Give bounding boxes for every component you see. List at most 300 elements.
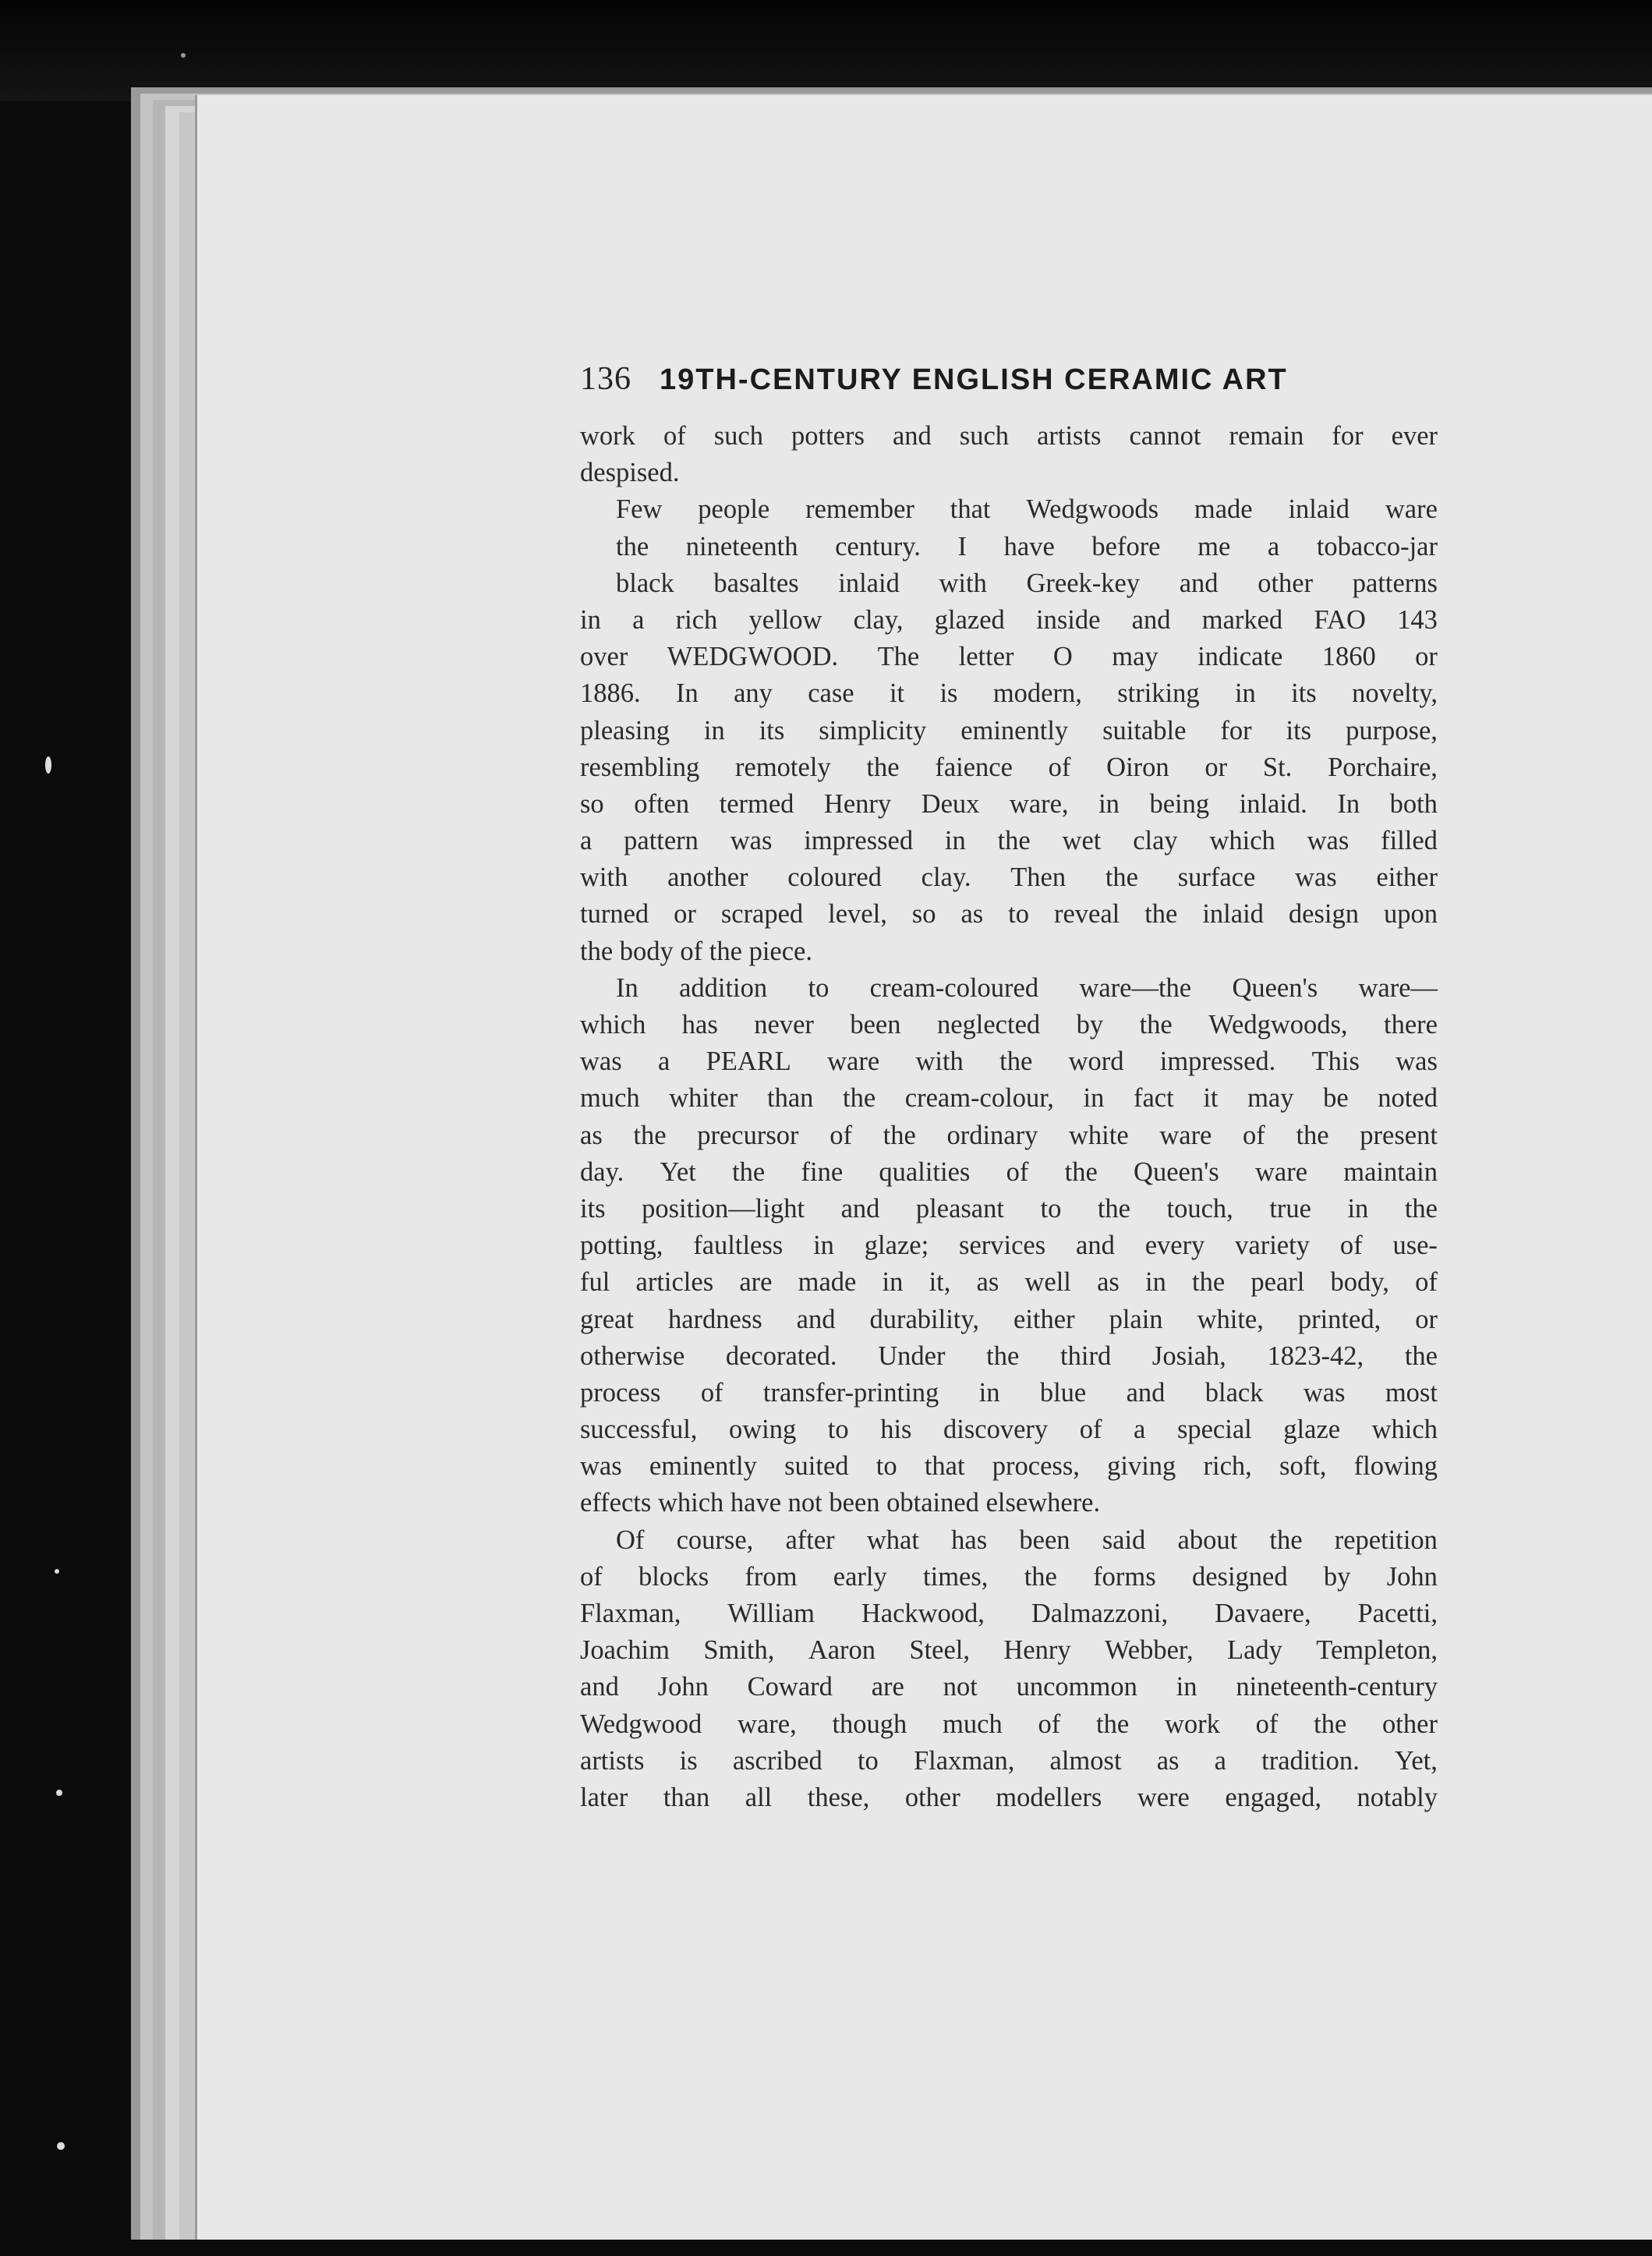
text-line [580, 491, 1438, 528]
word: the [843, 1083, 876, 1114]
word: either [1376, 862, 1438, 893]
word: the [986, 1340, 1020, 1371]
word: Wedgwood [580, 1709, 702, 1739]
word: and [1076, 1231, 1115, 1261]
word: termed [719, 788, 794, 819]
word: Wedgwoods [1026, 494, 1159, 525]
word: pleasing [580, 715, 670, 746]
word: that [950, 494, 991, 525]
word: rich, [1203, 1451, 1252, 1482]
word: Queen's [1134, 1156, 1219, 1187]
word: Templeton, [1316, 1635, 1438, 1666]
word: its [1291, 678, 1317, 709]
word: John [657, 1672, 709, 1702]
word: white [1069, 1120, 1129, 1150]
text-line [580, 1559, 1438, 1595]
word: as [580, 1120, 603, 1150]
word: basaltes [713, 568, 799, 598]
word: resembling [580, 752, 700, 782]
word: are [871, 1672, 904, 1702]
word: Davaere, [1215, 1599, 1311, 1628]
word: often [634, 788, 690, 819]
word: maintain [1343, 1156, 1438, 1187]
word: patterns [1352, 568, 1438, 598]
word: was [1295, 862, 1337, 893]
word: Hackwood, [861, 1599, 985, 1628]
word: ware, [738, 1709, 797, 1739]
text-line [580, 529, 1438, 565]
word: has [951, 1525, 988, 1555]
word: John [1386, 1561, 1438, 1592]
word: elsewhere. [985, 1488, 1101, 1518]
word: another [667, 862, 748, 893]
word: impressed. [1159, 1047, 1276, 1077]
word: for [1332, 421, 1364, 451]
word: the [616, 531, 649, 561]
text-line [580, 1743, 1438, 1780]
word: The [877, 642, 920, 672]
word: This [1311, 1047, 1360, 1077]
word: marked [1201, 604, 1283, 635]
word: Aaron [808, 1635, 876, 1666]
word: level, [828, 899, 887, 930]
text-line [580, 1117, 1438, 1154]
word: Henry [1003, 1635, 1071, 1666]
text-line [580, 1043, 1438, 1080]
word: owing [728, 1415, 797, 1445]
word: it [889, 678, 905, 709]
word: modellers [996, 1782, 1102, 1812]
word: true [1269, 1193, 1311, 1224]
word: the [1269, 1525, 1303, 1555]
word: Wedgwoods, [1208, 1010, 1348, 1039]
word: Flaxman, [580, 1599, 681, 1628]
word: artists [1037, 421, 1102, 451]
word: plain [1109, 1304, 1163, 1334]
word: the [1024, 1561, 1057, 1592]
word: body [619, 936, 681, 966]
word: impressed [804, 826, 914, 856]
word: were [1137, 1782, 1190, 1812]
word: surface [1177, 862, 1256, 893]
word: was [580, 1451, 622, 1482]
word: Then [1010, 862, 1067, 893]
word: artists [580, 1745, 645, 1776]
word: its [759, 715, 785, 746]
word: clay, [853, 604, 904, 635]
word: ordinary [946, 1120, 1038, 1150]
word: effects [580, 1488, 658, 1518]
word: much [943, 1709, 1003, 1739]
word: after [785, 1525, 835, 1555]
word: so [580, 788, 604, 819]
word: scraped [720, 899, 804, 930]
word: or [674, 899, 696, 930]
text-line [580, 896, 1438, 933]
word: suitable [1102, 715, 1187, 746]
word: of [1243, 1120, 1265, 1150]
word: be [1323, 1083, 1349, 1114]
word: durability, [869, 1304, 980, 1334]
word: ascribed [732, 1745, 822, 1776]
word: noted [1378, 1083, 1438, 1114]
word: was [1396, 1047, 1438, 1077]
word: most [1385, 1377, 1438, 1408]
word: obtained [886, 1488, 986, 1518]
word: Dalmazzoni, [1031, 1599, 1169, 1628]
text-line [580, 933, 1438, 970]
word: to [808, 972, 830, 1003]
word: being [1149, 788, 1210, 819]
word: In [616, 972, 639, 1003]
word: of [1255, 1709, 1279, 1739]
word: or [1415, 1304, 1438, 1334]
word: in [978, 1377, 1000, 1408]
word: letter [958, 642, 1014, 672]
text-line [580, 639, 1438, 675]
word: a [632, 604, 645, 635]
text-line [580, 1485, 1438, 1521]
word: decorated. [725, 1340, 837, 1371]
word: despised. [580, 458, 680, 488]
word: case [808, 678, 854, 709]
word: course, [676, 1525, 754, 1555]
word: century. [835, 531, 921, 561]
word: repetition [1334, 1525, 1438, 1555]
word: ever [1391, 421, 1438, 451]
word: giving [1107, 1451, 1176, 1482]
word: ware [1385, 494, 1438, 525]
word: notably [1357, 1782, 1438, 1812]
word: said [1102, 1525, 1146, 1555]
word: the [709, 936, 749, 966]
word: wet [1062, 826, 1102, 856]
word: coloured [787, 862, 882, 893]
word: to [827, 1415, 849, 1445]
word: not [943, 1672, 978, 1702]
word: in [1234, 678, 1256, 709]
word: forms [1093, 1561, 1156, 1592]
page-header [580, 360, 1438, 407]
word: printed, [1297, 1304, 1381, 1334]
word: was [1307, 826, 1350, 856]
word: fine [801, 1156, 844, 1187]
word: as [1156, 1745, 1180, 1776]
text-line [580, 859, 1438, 896]
word: which [657, 1488, 730, 1518]
text-line [580, 1227, 1438, 1264]
word: upon [1383, 899, 1438, 930]
word: of [700, 1377, 723, 1408]
word: what [866, 1525, 919, 1555]
word: in [1347, 1193, 1369, 1224]
text-line [580, 455, 1438, 491]
word: made [1194, 494, 1253, 525]
word: services [959, 1231, 1046, 1261]
word: Joachim [580, 1635, 670, 1666]
word: Queen's [1232, 972, 1318, 1003]
word: other [1382, 1709, 1438, 1739]
word: present [1360, 1120, 1438, 1150]
text-line [580, 1595, 1438, 1632]
word: much [580, 1083, 640, 1114]
text-line [580, 1448, 1438, 1485]
word: Porchaire, [1328, 752, 1438, 782]
word: people [698, 494, 770, 525]
word: the [1404, 1193, 1438, 1224]
word: discovery [943, 1415, 1049, 1445]
word: otherwise [580, 1340, 685, 1371]
word: which [580, 1010, 646, 1039]
word: to [857, 1745, 879, 1776]
word: as [1097, 1267, 1120, 1298]
word: rich [675, 604, 718, 635]
text-line [580, 749, 1438, 786]
word: later [580, 1782, 628, 1812]
word: the [999, 1047, 1033, 1077]
word: pearl [1250, 1267, 1305, 1298]
word: of [1006, 1156, 1029, 1187]
word: ware [1159, 1120, 1212, 1150]
word: though [832, 1709, 907, 1739]
word: variety [1235, 1231, 1310, 1261]
word: was [1303, 1377, 1346, 1408]
text-line [580, 1338, 1438, 1375]
word: piece. [748, 936, 812, 966]
word: blocks [639, 1561, 709, 1592]
word: the [1296, 1120, 1329, 1150]
word: Greek-key [1026, 568, 1141, 598]
word: filled [1381, 826, 1438, 856]
word: in [1176, 1672, 1197, 1702]
word: uncommon [1016, 1672, 1137, 1702]
word: potters [791, 421, 865, 451]
word: successful, [580, 1415, 698, 1445]
word: as [960, 899, 984, 930]
word: in [882, 1267, 904, 1298]
word: tradition. [1261, 1745, 1360, 1776]
word: inlaid. [1239, 788, 1307, 819]
word: Steel, [909, 1635, 971, 1666]
word: of [830, 1120, 852, 1150]
word: is [939, 678, 958, 709]
word: qualities [879, 1156, 971, 1187]
word: in [703, 715, 725, 746]
word: O [1052, 642, 1073, 672]
word: In [675, 678, 699, 709]
word: have [1003, 531, 1055, 561]
word: it, [929, 1267, 951, 1298]
running-head: 19TH-CENTURY ENGLISH CERAMIC ART [660, 363, 1288, 396]
word: Oiron [1106, 752, 1169, 782]
word: has [681, 1010, 718, 1039]
text-line [580, 1302, 1438, 1338]
word: in [1098, 788, 1120, 819]
word: a [1214, 1745, 1226, 1776]
word: such [959, 421, 1010, 451]
word: either [1013, 1304, 1075, 1334]
word: in [580, 604, 601, 635]
word: precursor [697, 1120, 799, 1150]
word: a [1267, 531, 1280, 561]
word: Yet, [1394, 1745, 1438, 1776]
word: any [734, 678, 773, 709]
word: and [892, 421, 932, 451]
word: glaze; [864, 1231, 929, 1261]
word: suited [784, 1451, 849, 1482]
text-line [580, 823, 1438, 859]
word: whiter [669, 1083, 738, 1114]
word: ware, [1009, 788, 1069, 819]
word: the [1096, 1709, 1130, 1739]
text-line [580, 786, 1438, 823]
text-line [580, 1411, 1438, 1448]
word: fact [1134, 1083, 1174, 1114]
word: been [829, 1488, 887, 1518]
word: nineteenth-century [1236, 1672, 1438, 1702]
word: process [580, 1377, 661, 1408]
word: may [1112, 642, 1159, 672]
word: early [833, 1561, 887, 1592]
text-line [580, 675, 1438, 712]
word: there [1384, 1010, 1438, 1039]
word: the [1139, 1010, 1173, 1039]
word: engaged, [1225, 1782, 1321, 1812]
word: in [1145, 1267, 1166, 1298]
word: the [866, 752, 900, 782]
word: other [1258, 568, 1314, 598]
page-number: 136 [580, 361, 631, 397]
text-line [580, 1669, 1438, 1705]
word: and [580, 1672, 619, 1702]
word: tobacco-jar [1316, 531, 1438, 561]
word: word [1068, 1047, 1124, 1077]
word: with [915, 1047, 964, 1077]
word: yellow [748, 604, 822, 635]
word: black [1205, 1377, 1264, 1408]
word: flowing [1353, 1451, 1438, 1482]
word: ware—the [1079, 972, 1192, 1003]
word: to [1008, 899, 1030, 930]
word: In [1337, 788, 1360, 819]
word: before [1091, 531, 1161, 561]
word: Deux [921, 788, 980, 819]
word: about [1177, 1525, 1238, 1555]
word: both [1389, 788, 1438, 819]
text-line [580, 565, 1438, 602]
word: these, [807, 1782, 870, 1812]
word: touch, [1166, 1193, 1233, 1224]
word: of [663, 421, 686, 451]
word: glaze [1283, 1415, 1341, 1445]
word: PEARL [706, 1047, 791, 1077]
word: in [813, 1231, 834, 1261]
word: faultless [693, 1231, 784, 1261]
word: been [1019, 1525, 1070, 1555]
word: that [924, 1451, 965, 1482]
text-line [580, 970, 1438, 1007]
word: from [745, 1561, 798, 1592]
text-line [580, 1080, 1438, 1117]
word: been [850, 1010, 901, 1039]
word: hardness [667, 1304, 762, 1334]
word: Under [878, 1340, 946, 1371]
word: nineteenth [685, 531, 798, 561]
word: cream-coloured [869, 972, 1039, 1003]
word: black [616, 568, 674, 598]
word: neglected [936, 1010, 1041, 1039]
word: the [1105, 862, 1138, 893]
word: of [1339, 1231, 1363, 1261]
word: its [580, 1193, 606, 1224]
word: day. [580, 1156, 624, 1187]
word: by [1076, 1010, 1104, 1039]
word: the [633, 1120, 667, 1150]
word: a [580, 826, 593, 856]
word: remember [805, 494, 914, 525]
word: clay. [921, 862, 971, 893]
word: simplicity [819, 715, 927, 746]
word: position—light [642, 1193, 805, 1224]
word: white, [1197, 1304, 1264, 1334]
word: or [1415, 642, 1438, 672]
word: Of [616, 1525, 645, 1555]
word: his [880, 1415, 912, 1445]
text-line [580, 1007, 1438, 1043]
word: the [732, 1156, 766, 1187]
word: so [911, 899, 936, 930]
word: Webber, [1104, 1635, 1194, 1666]
word: turned [580, 899, 649, 930]
word: pattern [624, 826, 699, 856]
text-line [580, 1154, 1438, 1191]
scan-background [0, 0, 1652, 101]
word: purpose, [1346, 715, 1438, 746]
word: potting, [580, 1231, 663, 1261]
word: of [1079, 1415, 1102, 1445]
word: striking [1117, 678, 1200, 709]
text-line [580, 1375, 1438, 1411]
word: cream-colour, [904, 1083, 1054, 1114]
word: inlaid [838, 568, 900, 598]
word: indicate [1197, 642, 1283, 672]
word: 143 [1397, 604, 1438, 635]
word: than [663, 1782, 710, 1812]
word: times, [923, 1561, 989, 1592]
word: with [939, 568, 987, 598]
word: the [580, 936, 620, 966]
word: clay [1133, 826, 1178, 856]
text-line [580, 1632, 1438, 1669]
word: Pacetti, [1357, 1599, 1438, 1628]
word: the [997, 826, 1031, 856]
word: remain [1229, 421, 1304, 451]
word: not [787, 1488, 830, 1518]
word: Few [616, 494, 663, 525]
word: was [730, 826, 773, 856]
word: work [580, 421, 635, 451]
word: of [580, 1561, 603, 1592]
word: ware [827, 1047, 880, 1077]
word: reveal [1053, 899, 1120, 930]
word: Yet [660, 1156, 696, 1187]
word: design [1288, 899, 1359, 930]
word: remotely [735, 752, 831, 782]
word: its [1286, 715, 1312, 746]
word: it [1203, 1083, 1219, 1114]
text-line [580, 602, 1438, 639]
word: great [580, 1304, 634, 1334]
